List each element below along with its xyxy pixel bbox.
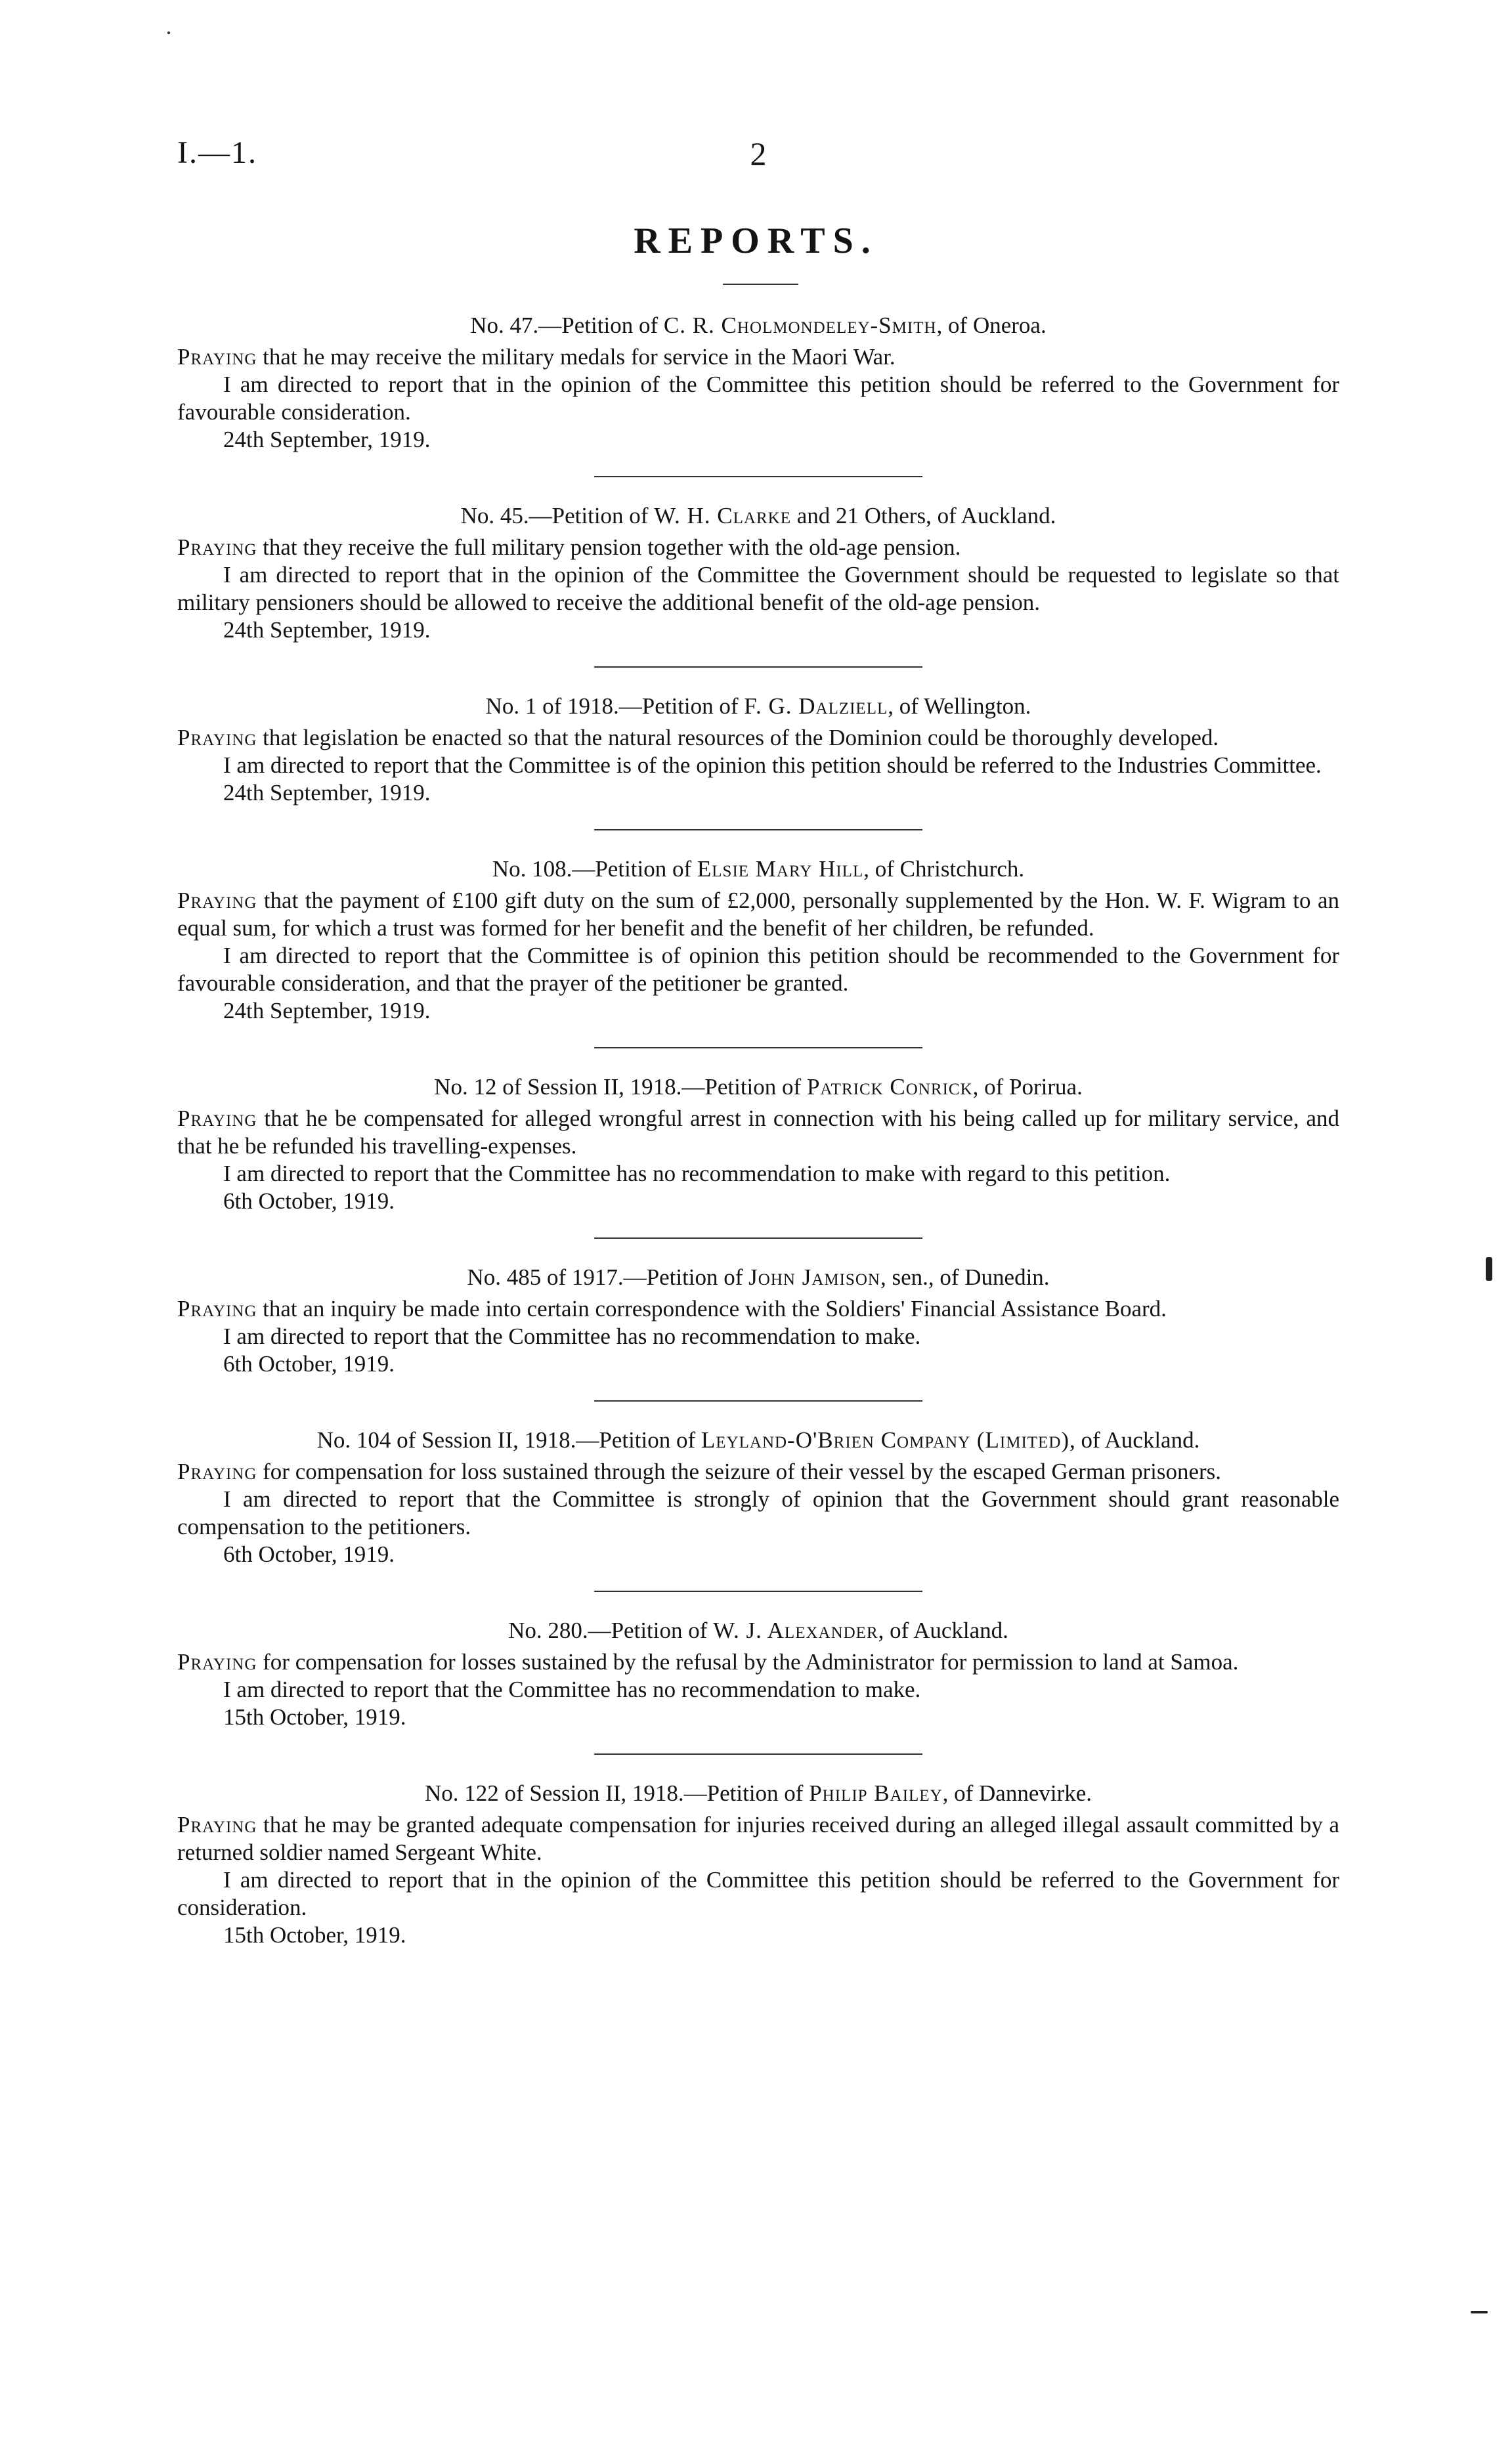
petitions-list xyxy=(177,312,1339,1949)
petitioner-name: Philip Bailey xyxy=(809,1780,943,1806)
section-divider xyxy=(594,1753,922,1755)
report-date: 6th October, 1919. xyxy=(223,1188,395,1214)
petitioner-name: W. H. Clarke xyxy=(654,503,791,528)
petition-heading: No. 104 of Session II, 1918.—Petition of Leyland-O'Brien Company (Limited), of Auckland. xyxy=(316,1427,1200,1453)
report-paragraph: I am directed to report that in the opinion of the Committee the Government should be requested to legislate so that military pensioners should be allowed to receive the additional benefit of the old-age pension. xyxy=(177,562,1339,615)
petitioner-name: C. R. Cholmondeley-Smith xyxy=(663,312,937,338)
praying-paragraph: Praying that the payment of £100 gift duty on the sum of £2,000, personally supplemented by the Hon. W. F. Wigram to an equal sum, for which a trust was formed for her benefit and the benefit of her children, be refunded. xyxy=(177,888,1339,941)
report-paragraph: I am directed to report that the Committee is of the opinion this petition should be referred to the Industries Committee. xyxy=(223,752,1322,778)
title-rule xyxy=(723,284,798,285)
petition-heading: No. 108.—Petition of Elsie Mary Hill, of Christchurch. xyxy=(492,856,1025,882)
section-divider xyxy=(594,1591,922,1592)
petition-122-session-ii xyxy=(177,1780,1339,1949)
scan-speck xyxy=(167,32,170,34)
petition-heading: No. 485 of 1917.—Petition of John Jamison, sen., of Dunedin. xyxy=(467,1264,1050,1290)
document-reference: I.—1. xyxy=(177,135,257,170)
report-date: 6th October, 1919. xyxy=(223,1541,395,1567)
petitioner-name: John Jamison xyxy=(748,1264,880,1290)
report-date: 24th September, 1919. xyxy=(223,780,431,806)
petitioner-name: Elsie Mary Hill xyxy=(697,856,864,882)
report-date: 24th September, 1919. xyxy=(223,427,431,452)
petition-heading: No. 45.—Petition of W. H. Clarke and 21 Others, of Auckland. xyxy=(460,503,1056,528)
report-date: 24th September, 1919. xyxy=(223,998,431,1023)
report-paragraph: I am directed to report that the Committee has no recommendation to make with regard to this petition. xyxy=(223,1161,1171,1186)
report-date: 6th October, 1919. xyxy=(223,1351,395,1377)
praying-paragraph: Praying that an inquiry be made into certain correspondence with the Soldiers' Financial Assistance Board. xyxy=(177,1296,1167,1322)
praying-paragraph: Praying for compensation for loss sustained through the seizure of their vessel by the escaped German prisoners. xyxy=(177,1459,1222,1484)
petition-1-of-1918 xyxy=(177,693,1339,807)
petition-heading: No. 280.—Petition of W. J. Alexander, of Auckland. xyxy=(508,1618,1008,1643)
petition-108 xyxy=(177,855,1339,1025)
petition-280 xyxy=(177,1617,1339,1731)
petition-heading: No. 122 of Session II, 1918.—Petition of Philip Bailey, of Dannevirke. xyxy=(424,1780,1092,1806)
report-paragraph: I am directed to report that the Committee has no recommendation to make. xyxy=(223,1323,921,1349)
report-paragraph: I am directed to report that the Committee is strongly of opinion that the Government should grant reasonable compensation to the petitioners. xyxy=(177,1486,1339,1539)
praying-paragraph: Praying that he may be granted adequate compensation for injuries received during an alleged illegal assault committed by a returned soldier named Sergeant White. xyxy=(177,1812,1339,1865)
petition-47 xyxy=(177,312,1339,454)
praying-paragraph: Praying that they receive the full military pension together with the old-age pension. xyxy=(177,534,961,560)
praying-paragraph: Praying that legislation be enacted so that the natural resources of the Dominion could be thoroughly developed. xyxy=(177,725,1219,750)
petition-heading: No. 47.—Petition of C. R. Cholmondeley-Smith, of Oneroa. xyxy=(470,312,1047,338)
page-title: REPORTS. xyxy=(634,221,878,261)
report-date: 15th October, 1919. xyxy=(223,1922,406,1948)
praying-paragraph: Praying that he may receive the military medals for service in the Maori War. xyxy=(177,344,896,370)
report-paragraph: I am directed to report that in the opinion of the Committee this petition should be referred to the Government for consideration. xyxy=(177,1867,1339,1920)
petition-heading: No. 1 of 1918.—Petition of F. G. Dalziell, of Wellington. xyxy=(485,693,1031,719)
petitioner-name: F. G. Dalziell xyxy=(744,693,888,719)
page-number: 2 xyxy=(750,135,767,172)
petition-heading: No. 12 of Session II, 1918.—Petition of Patrick Conrick, of Porirua. xyxy=(434,1074,1083,1100)
petitioner-name: W. J. Alexander xyxy=(713,1618,878,1643)
section-divider xyxy=(594,476,922,477)
petition-45 xyxy=(177,502,1339,644)
report-paragraph: I am directed to report that the Committee has no recommendation to make. xyxy=(223,1677,921,1702)
petitioner-name: Patrick Conrick xyxy=(806,1074,973,1100)
report-paragraph: I am directed to report that in the opinion of the Committee this petition should be referred to the Government for favourable consideration. xyxy=(177,372,1339,425)
report-date: 15th October, 1919. xyxy=(223,1704,406,1730)
section-divider xyxy=(594,666,922,668)
section-divider xyxy=(594,1047,922,1048)
petition-12-session-ii xyxy=(177,1073,1339,1215)
praying-paragraph: Praying for compensation for losses sustained by the refusal by the Administrator for permission to land at Samoa. xyxy=(177,1649,1239,1675)
report-paragraph: I am directed to report that the Committee is of opinion this petition should be recommended to the Government for favourable consideration, and that the prayer of the petitioner be granted. xyxy=(177,943,1339,996)
section-divider xyxy=(594,1237,922,1239)
petitioner-name: Leyland-O'Brien Company (Limited) xyxy=(701,1427,1070,1453)
praying-paragraph: Praying that he be compensated for alleged wrongful arrest in connection with his being called up for military service, and that he be refunded his travelling-expenses. xyxy=(177,1106,1339,1159)
section-divider xyxy=(594,829,922,830)
petition-485-of-1917 xyxy=(177,1264,1339,1378)
section-divider xyxy=(594,1400,922,1402)
petition-104-session-ii xyxy=(177,1427,1339,1568)
report-date: 24th September, 1919. xyxy=(223,617,431,643)
scan-speck xyxy=(1486,1257,1492,1281)
page-header xyxy=(177,135,1339,187)
scan-speck xyxy=(1471,2311,1488,2313)
